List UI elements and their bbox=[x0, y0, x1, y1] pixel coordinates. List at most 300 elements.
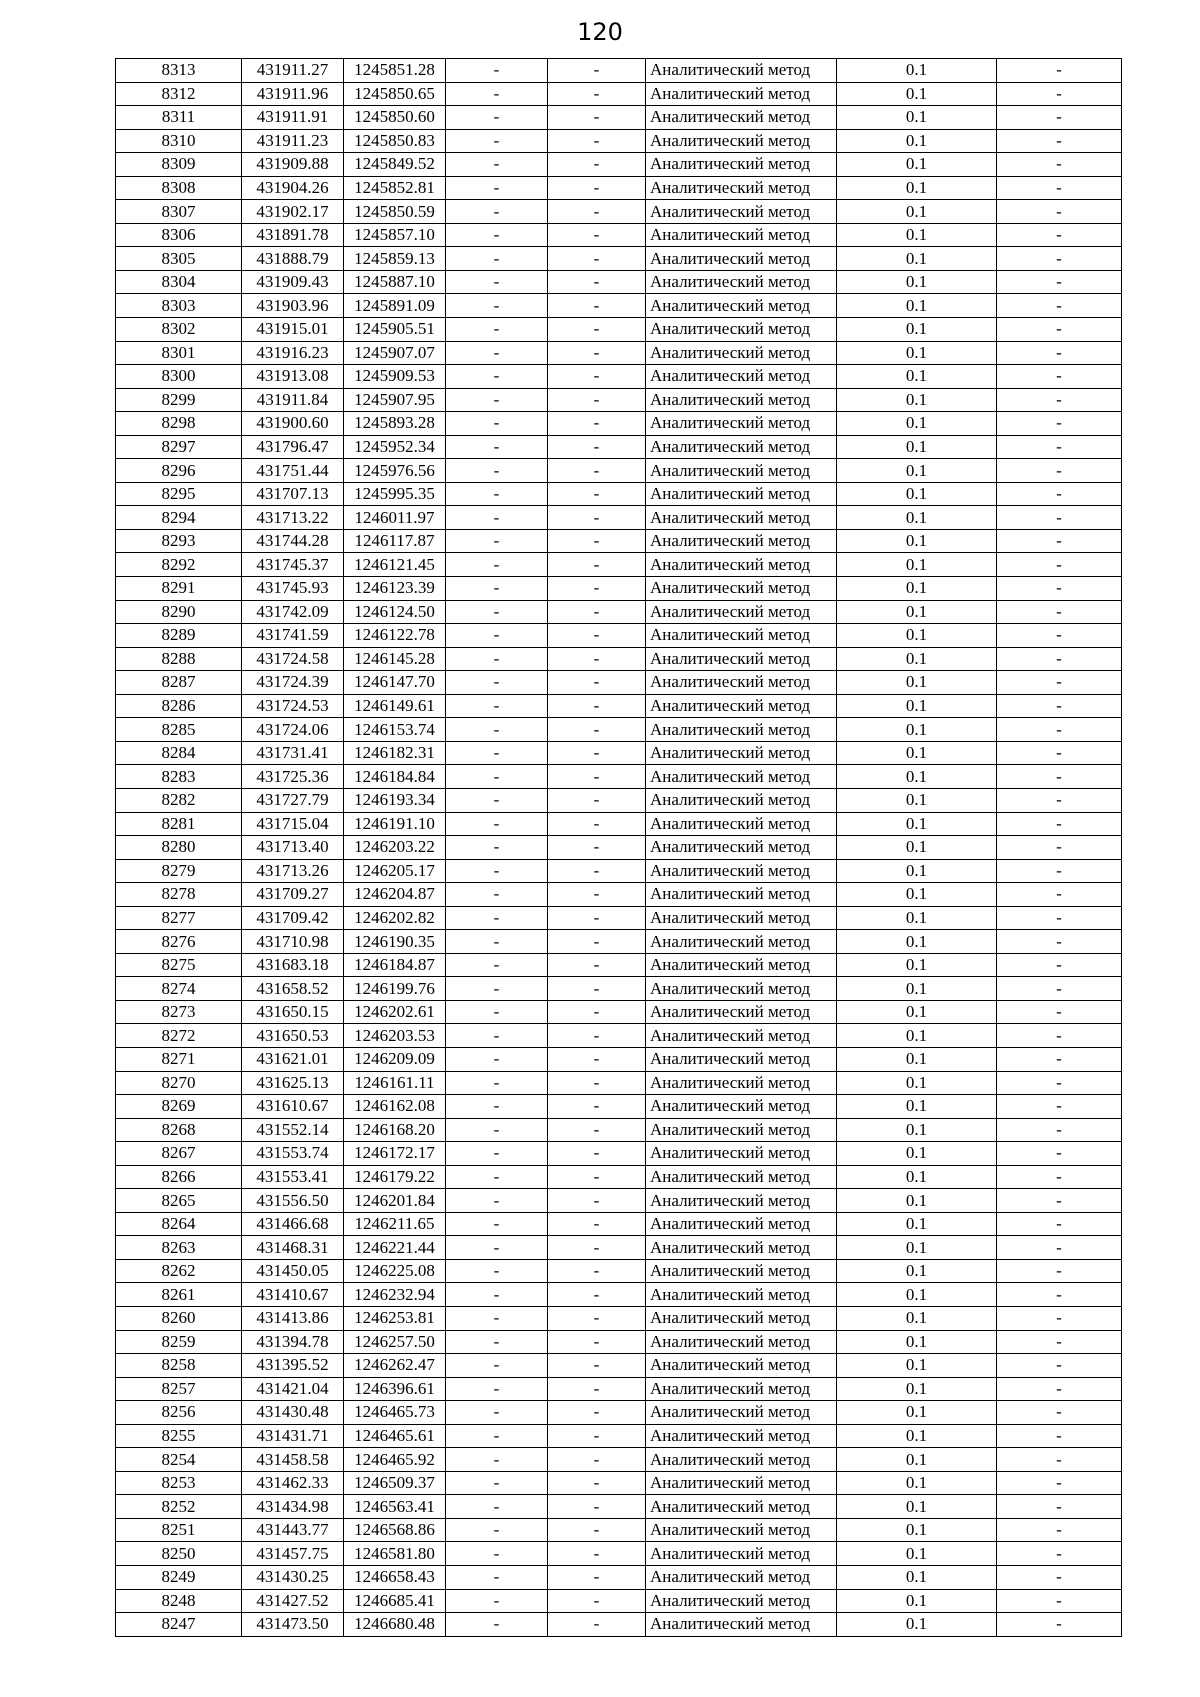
y-coordinate-cell: 1246225.08 bbox=[344, 1259, 446, 1283]
empty-value-cell: - bbox=[997, 1142, 1122, 1166]
precision-cell: 0.1 bbox=[837, 435, 997, 459]
table-row bbox=[116, 270, 1122, 294]
empty-value-cell: - bbox=[446, 1518, 548, 1542]
empty-value-cell: - bbox=[446, 223, 548, 247]
x-coordinate-cell: 431731.41 bbox=[242, 741, 344, 765]
empty-value-cell: - bbox=[446, 1212, 548, 1236]
table-row bbox=[116, 341, 1122, 365]
precision-cell: 0.1 bbox=[837, 577, 997, 601]
empty-value-cell: - bbox=[548, 647, 646, 671]
table-row bbox=[116, 836, 1122, 860]
x-coordinate-cell: 431466.68 bbox=[242, 1212, 344, 1236]
precision-cell: 0.1 bbox=[837, 788, 997, 812]
y-coordinate-cell: 1245976.56 bbox=[344, 459, 446, 483]
empty-value-cell: - bbox=[446, 577, 548, 601]
empty-value-cell: - bbox=[548, 247, 646, 271]
y-coordinate-cell: 1246204.87 bbox=[344, 883, 446, 907]
method-cell: Аналитический метод bbox=[646, 412, 837, 436]
point-number-cell: 8283 bbox=[116, 765, 242, 789]
precision-cell: 0.1 bbox=[837, 223, 997, 247]
x-coordinate-cell: 431715.04 bbox=[242, 812, 344, 836]
empty-value-cell: - bbox=[997, 1448, 1122, 1472]
empty-value-cell: - bbox=[997, 270, 1122, 294]
method-cell: Аналитический метод bbox=[646, 1330, 837, 1354]
empty-value-cell: - bbox=[548, 859, 646, 883]
table-row bbox=[116, 1236, 1122, 1260]
y-coordinate-cell: 1245859.13 bbox=[344, 247, 446, 271]
empty-value-cell: - bbox=[548, 1024, 646, 1048]
y-coordinate-cell: 1246179.22 bbox=[344, 1165, 446, 1189]
method-cell: Аналитический метод bbox=[646, 812, 837, 836]
empty-value-cell: - bbox=[997, 1354, 1122, 1378]
method-cell: Аналитический метод bbox=[646, 553, 837, 577]
method-cell: Аналитический метод bbox=[646, 200, 837, 224]
table-row bbox=[116, 365, 1122, 389]
precision-cell: 0.1 bbox=[837, 59, 997, 83]
y-coordinate-cell: 1246190.35 bbox=[344, 930, 446, 954]
empty-value-cell: - bbox=[997, 741, 1122, 765]
empty-value-cell: - bbox=[446, 294, 548, 318]
x-coordinate-cell: 431553.41 bbox=[242, 1165, 344, 1189]
empty-value-cell: - bbox=[446, 977, 548, 1001]
empty-value-cell: - bbox=[446, 506, 548, 530]
table-row bbox=[116, 741, 1122, 765]
x-coordinate-cell: 431888.79 bbox=[242, 247, 344, 271]
table-row bbox=[116, 577, 1122, 601]
table-row bbox=[116, 294, 1122, 318]
empty-value-cell: - bbox=[446, 1448, 548, 1472]
empty-value-cell: - bbox=[446, 1259, 548, 1283]
method-cell: Аналитический метод bbox=[646, 341, 837, 365]
table-row bbox=[116, 906, 1122, 930]
x-coordinate-cell: 431911.91 bbox=[242, 106, 344, 130]
method-cell: Аналитический метод bbox=[646, 859, 837, 883]
y-coordinate-cell: 1245857.10 bbox=[344, 223, 446, 247]
point-number-cell: 8295 bbox=[116, 482, 242, 506]
empty-value-cell: - bbox=[548, 953, 646, 977]
y-coordinate-cell: 1246162.08 bbox=[344, 1095, 446, 1119]
point-number-cell: 8298 bbox=[116, 412, 242, 436]
point-number-cell: 8258 bbox=[116, 1354, 242, 1378]
table-row bbox=[116, 1283, 1122, 1307]
precision-cell: 0.1 bbox=[837, 270, 997, 294]
x-coordinate-cell: 431724.39 bbox=[242, 671, 344, 695]
empty-value-cell: - bbox=[548, 1330, 646, 1354]
empty-value-cell: - bbox=[446, 459, 548, 483]
empty-value-cell: - bbox=[997, 59, 1122, 83]
method-cell: Аналитический метод bbox=[646, 1377, 837, 1401]
x-coordinate-cell: 431745.93 bbox=[242, 577, 344, 601]
empty-value-cell: - bbox=[446, 129, 548, 153]
empty-value-cell: - bbox=[997, 318, 1122, 342]
precision-cell: 0.1 bbox=[837, 1518, 997, 1542]
x-coordinate-cell: 431710.98 bbox=[242, 930, 344, 954]
table-row bbox=[116, 788, 1122, 812]
table-row bbox=[116, 435, 1122, 459]
precision-cell: 0.1 bbox=[837, 953, 997, 977]
empty-value-cell: - bbox=[548, 1566, 646, 1590]
table-row bbox=[116, 883, 1122, 907]
x-coordinate-cell: 431468.31 bbox=[242, 1236, 344, 1260]
table-row bbox=[116, 553, 1122, 577]
precision-cell: 0.1 bbox=[837, 883, 997, 907]
y-coordinate-cell: 1245907.07 bbox=[344, 341, 446, 365]
table-row bbox=[116, 106, 1122, 130]
point-number-cell: 8262 bbox=[116, 1259, 242, 1283]
empty-value-cell: - bbox=[548, 1071, 646, 1095]
table-row bbox=[116, 388, 1122, 412]
table-row bbox=[116, 1377, 1122, 1401]
empty-value-cell: - bbox=[548, 788, 646, 812]
precision-cell: 0.1 bbox=[837, 647, 997, 671]
empty-value-cell: - bbox=[997, 412, 1122, 436]
empty-value-cell: - bbox=[548, 176, 646, 200]
y-coordinate-cell: 1246121.45 bbox=[344, 553, 446, 577]
table-row bbox=[116, 812, 1122, 836]
precision-cell: 0.1 bbox=[837, 977, 997, 1001]
method-cell: Аналитический метод bbox=[646, 788, 837, 812]
empty-value-cell: - bbox=[997, 1613, 1122, 1637]
empty-value-cell: - bbox=[446, 1142, 548, 1166]
method-cell: Аналитический метод bbox=[646, 765, 837, 789]
precision-cell: 0.1 bbox=[837, 529, 997, 553]
y-coordinate-cell: 1246184.87 bbox=[344, 953, 446, 977]
empty-value-cell: - bbox=[446, 553, 548, 577]
y-coordinate-cell: 1246563.41 bbox=[344, 1495, 446, 1519]
table-row bbox=[116, 412, 1122, 436]
empty-value-cell: - bbox=[997, 459, 1122, 483]
point-number-cell: 8280 bbox=[116, 836, 242, 860]
table-row bbox=[116, 1118, 1122, 1142]
method-cell: Аналитический метод bbox=[646, 977, 837, 1001]
empty-value-cell: - bbox=[548, 1518, 646, 1542]
empty-value-cell: - bbox=[446, 788, 548, 812]
table-row bbox=[116, 1024, 1122, 1048]
empty-value-cell: - bbox=[446, 1283, 548, 1307]
point-number-cell: 8252 bbox=[116, 1495, 242, 1519]
point-number-cell: 8305 bbox=[116, 247, 242, 271]
empty-value-cell: - bbox=[446, 1354, 548, 1378]
y-coordinate-cell: 1246509.37 bbox=[344, 1471, 446, 1495]
empty-value-cell: - bbox=[548, 318, 646, 342]
y-coordinate-cell: 1246221.44 bbox=[344, 1236, 446, 1260]
point-number-cell: 8251 bbox=[116, 1518, 242, 1542]
point-number-cell: 8288 bbox=[116, 647, 242, 671]
y-coordinate-cell: 1245850.65 bbox=[344, 82, 446, 106]
table-row bbox=[116, 600, 1122, 624]
method-cell: Аналитический метод bbox=[646, 930, 837, 954]
empty-value-cell: - bbox=[548, 1613, 646, 1637]
empty-value-cell: - bbox=[548, 1259, 646, 1283]
precision-cell: 0.1 bbox=[837, 318, 997, 342]
table-row bbox=[116, 953, 1122, 977]
method-cell: Аналитический метод bbox=[646, 59, 837, 83]
empty-value-cell: - bbox=[446, 624, 548, 648]
x-coordinate-cell: 431457.75 bbox=[242, 1542, 344, 1566]
x-coordinate-cell: 431709.27 bbox=[242, 883, 344, 907]
point-number-cell: 8250 bbox=[116, 1542, 242, 1566]
empty-value-cell: - bbox=[446, 718, 548, 742]
y-coordinate-cell: 1246685.41 bbox=[344, 1589, 446, 1613]
point-number-cell: 8276 bbox=[116, 930, 242, 954]
empty-value-cell: - bbox=[997, 624, 1122, 648]
y-coordinate-cell: 1246123.39 bbox=[344, 577, 446, 601]
empty-value-cell: - bbox=[548, 1377, 646, 1401]
method-cell: Аналитический метод bbox=[646, 836, 837, 860]
precision-cell: 0.1 bbox=[837, 741, 997, 765]
empty-value-cell: - bbox=[997, 1047, 1122, 1071]
point-number-cell: 8275 bbox=[116, 953, 242, 977]
empty-value-cell: - bbox=[997, 1000, 1122, 1024]
table-row bbox=[116, 1047, 1122, 1071]
empty-value-cell: - bbox=[446, 1495, 548, 1519]
empty-value-cell: - bbox=[997, 953, 1122, 977]
empty-value-cell: - bbox=[548, 1236, 646, 1260]
point-number-cell: 8291 bbox=[116, 577, 242, 601]
y-coordinate-cell: 1246201.84 bbox=[344, 1189, 446, 1213]
empty-value-cell: - bbox=[446, 482, 548, 506]
table-row bbox=[116, 977, 1122, 1001]
empty-value-cell: - bbox=[446, 741, 548, 765]
point-number-cell: 8279 bbox=[116, 859, 242, 883]
y-coordinate-cell: 1245850.83 bbox=[344, 129, 446, 153]
point-number-cell: 8289 bbox=[116, 624, 242, 648]
y-coordinate-cell: 1246153.74 bbox=[344, 718, 446, 742]
empty-value-cell: - bbox=[548, 1589, 646, 1613]
x-coordinate-cell: 431911.27 bbox=[242, 59, 344, 83]
method-cell: Аналитический метод bbox=[646, 718, 837, 742]
precision-cell: 0.1 bbox=[837, 1189, 997, 1213]
empty-value-cell: - bbox=[548, 1118, 646, 1142]
x-coordinate-cell: 431713.40 bbox=[242, 836, 344, 860]
point-number-cell: 8278 bbox=[116, 883, 242, 907]
precision-cell: 0.1 bbox=[837, 129, 997, 153]
page-number: 120 bbox=[577, 18, 623, 46]
precision-cell: 0.1 bbox=[837, 1212, 997, 1236]
y-coordinate-cell: 1246203.53 bbox=[344, 1024, 446, 1048]
y-coordinate-cell: 1245850.59 bbox=[344, 200, 446, 224]
precision-cell: 0.1 bbox=[837, 1236, 997, 1260]
empty-value-cell: - bbox=[997, 1589, 1122, 1613]
x-coordinate-cell: 431395.52 bbox=[242, 1354, 344, 1378]
precision-cell: 0.1 bbox=[837, 1354, 997, 1378]
method-cell: Аналитический метод bbox=[646, 647, 837, 671]
empty-value-cell: - bbox=[997, 1118, 1122, 1142]
empty-value-cell: - bbox=[446, 59, 548, 83]
y-coordinate-cell: 1246568.86 bbox=[344, 1518, 446, 1542]
empty-value-cell: - bbox=[548, 1000, 646, 1024]
empty-value-cell: - bbox=[997, 812, 1122, 836]
empty-value-cell: - bbox=[446, 529, 548, 553]
precision-cell: 0.1 bbox=[837, 1283, 997, 1307]
point-number-cell: 8284 bbox=[116, 741, 242, 765]
method-cell: Аналитический метод bbox=[646, 318, 837, 342]
x-coordinate-cell: 431911.84 bbox=[242, 388, 344, 412]
empty-value-cell: - bbox=[997, 529, 1122, 553]
point-number-cell: 8310 bbox=[116, 129, 242, 153]
x-coordinate-cell: 431650.15 bbox=[242, 1000, 344, 1024]
x-coordinate-cell: 431911.96 bbox=[242, 82, 344, 106]
point-number-cell: 8271 bbox=[116, 1047, 242, 1071]
empty-value-cell: - bbox=[548, 883, 646, 907]
table-row bbox=[116, 1071, 1122, 1095]
x-coordinate-cell: 431413.86 bbox=[242, 1306, 344, 1330]
empty-value-cell: - bbox=[548, 1165, 646, 1189]
method-cell: Аналитический метод bbox=[646, 529, 837, 553]
y-coordinate-cell: 1246465.73 bbox=[344, 1401, 446, 1425]
empty-value-cell: - bbox=[548, 765, 646, 789]
method-cell: Аналитический метод bbox=[646, 1401, 837, 1425]
method-cell: Аналитический метод bbox=[646, 294, 837, 318]
x-coordinate-cell: 431796.47 bbox=[242, 435, 344, 459]
empty-value-cell: - bbox=[548, 671, 646, 695]
x-coordinate-cell: 431751.44 bbox=[242, 459, 344, 483]
empty-value-cell: - bbox=[548, 1283, 646, 1307]
empty-value-cell: - bbox=[548, 482, 646, 506]
empty-value-cell: - bbox=[548, 1306, 646, 1330]
precision-cell: 0.1 bbox=[837, 365, 997, 389]
x-coordinate-cell: 431909.43 bbox=[242, 270, 344, 294]
point-number-cell: 8292 bbox=[116, 553, 242, 577]
method-cell: Аналитический метод bbox=[646, 129, 837, 153]
y-coordinate-cell: 1246117.87 bbox=[344, 529, 446, 553]
empty-value-cell: - bbox=[997, 1306, 1122, 1330]
method-cell: Аналитический метод bbox=[646, 506, 837, 530]
point-number-cell: 8299 bbox=[116, 388, 242, 412]
empty-value-cell: - bbox=[997, 82, 1122, 106]
y-coordinate-cell: 1246202.61 bbox=[344, 1000, 446, 1024]
y-coordinate-cell: 1246161.11 bbox=[344, 1071, 446, 1095]
precision-cell: 0.1 bbox=[837, 1448, 997, 1472]
y-coordinate-cell: 1246262.47 bbox=[344, 1354, 446, 1378]
x-coordinate-cell: 431900.60 bbox=[242, 412, 344, 436]
method-cell: Аналитический метод bbox=[646, 1613, 837, 1637]
table-row bbox=[116, 1212, 1122, 1236]
table-row bbox=[116, 318, 1122, 342]
method-cell: Аналитический метод bbox=[646, 1165, 837, 1189]
precision-cell: 0.1 bbox=[837, 1401, 997, 1425]
empty-value-cell: - bbox=[548, 1095, 646, 1119]
y-coordinate-cell: 1246199.76 bbox=[344, 977, 446, 1001]
method-cell: Аналитический метод bbox=[646, 1354, 837, 1378]
point-number-cell: 8302 bbox=[116, 318, 242, 342]
empty-value-cell: - bbox=[548, 506, 646, 530]
point-number-cell: 8268 bbox=[116, 1118, 242, 1142]
empty-value-cell: - bbox=[446, 1377, 548, 1401]
method-cell: Аналитический метод bbox=[646, 1589, 837, 1613]
precision-cell: 0.1 bbox=[837, 1306, 997, 1330]
x-coordinate-cell: 431724.53 bbox=[242, 694, 344, 718]
empty-value-cell: - bbox=[997, 1401, 1122, 1425]
empty-value-cell: - bbox=[446, 106, 548, 130]
empty-value-cell: - bbox=[446, 412, 548, 436]
table-row bbox=[116, 459, 1122, 483]
empty-value-cell: - bbox=[446, 1000, 548, 1024]
y-coordinate-cell: 1246145.28 bbox=[344, 647, 446, 671]
empty-value-cell: - bbox=[997, 506, 1122, 530]
point-number-cell: 8313 bbox=[116, 59, 242, 83]
x-coordinate-cell: 431621.01 bbox=[242, 1047, 344, 1071]
x-coordinate-cell: 431713.26 bbox=[242, 859, 344, 883]
method-cell: Аналитический метод bbox=[646, 365, 837, 389]
table-row bbox=[116, 930, 1122, 954]
empty-value-cell: - bbox=[997, 906, 1122, 930]
table-row bbox=[116, 1542, 1122, 1566]
x-coordinate-cell: 431741.59 bbox=[242, 624, 344, 648]
empty-value-cell: - bbox=[446, 1306, 548, 1330]
precision-cell: 0.1 bbox=[837, 930, 997, 954]
point-number-cell: 8294 bbox=[116, 506, 242, 530]
precision-cell: 0.1 bbox=[837, 1000, 997, 1024]
empty-value-cell: - bbox=[548, 600, 646, 624]
y-coordinate-cell: 1246465.92 bbox=[344, 1448, 446, 1472]
y-coordinate-cell: 1246257.50 bbox=[344, 1330, 446, 1354]
empty-value-cell: - bbox=[997, 647, 1122, 671]
x-coordinate-cell: 431552.14 bbox=[242, 1118, 344, 1142]
precision-cell: 0.1 bbox=[837, 1142, 997, 1166]
empty-value-cell: - bbox=[446, 1095, 548, 1119]
precision-cell: 0.1 bbox=[837, 1095, 997, 1119]
point-number-cell: 8290 bbox=[116, 600, 242, 624]
precision-cell: 0.1 bbox=[837, 906, 997, 930]
method-cell: Аналитический метод bbox=[646, 1283, 837, 1307]
empty-value-cell: - bbox=[548, 1189, 646, 1213]
empty-value-cell: - bbox=[548, 365, 646, 389]
y-coordinate-cell: 1245907.95 bbox=[344, 388, 446, 412]
precision-cell: 0.1 bbox=[837, 412, 997, 436]
point-number-cell: 8265 bbox=[116, 1189, 242, 1213]
x-coordinate-cell: 431553.74 bbox=[242, 1142, 344, 1166]
x-coordinate-cell: 431431.71 bbox=[242, 1424, 344, 1448]
point-number-cell: 8286 bbox=[116, 694, 242, 718]
y-coordinate-cell: 1246172.17 bbox=[344, 1142, 446, 1166]
empty-value-cell: - bbox=[446, 435, 548, 459]
method-cell: Аналитический метод bbox=[646, 270, 837, 294]
point-number-cell: 8306 bbox=[116, 223, 242, 247]
table-row bbox=[116, 1448, 1122, 1472]
empty-value-cell: - bbox=[446, 1566, 548, 1590]
precision-cell: 0.1 bbox=[837, 859, 997, 883]
empty-value-cell: - bbox=[446, 1236, 548, 1260]
x-coordinate-cell: 431891.78 bbox=[242, 223, 344, 247]
empty-value-cell: - bbox=[548, 836, 646, 860]
table-row bbox=[116, 1330, 1122, 1354]
method-cell: Аналитический метод bbox=[646, 1024, 837, 1048]
method-cell: Аналитический метод bbox=[646, 176, 837, 200]
x-coordinate-cell: 431458.58 bbox=[242, 1448, 344, 1472]
table-row bbox=[116, 1424, 1122, 1448]
table-row bbox=[116, 624, 1122, 648]
method-cell: Аналитический метод bbox=[646, 671, 837, 695]
table-row bbox=[116, 482, 1122, 506]
empty-value-cell: - bbox=[548, 1424, 646, 1448]
precision-cell: 0.1 bbox=[837, 624, 997, 648]
point-number-cell: 8270 bbox=[116, 1071, 242, 1095]
table-row bbox=[116, 1165, 1122, 1189]
empty-value-cell: - bbox=[446, 1542, 548, 1566]
precision-cell: 0.1 bbox=[837, 1330, 997, 1354]
empty-value-cell: - bbox=[446, 953, 548, 977]
empty-value-cell: - bbox=[997, 129, 1122, 153]
empty-value-cell: - bbox=[997, 1236, 1122, 1260]
empty-value-cell: - bbox=[548, 906, 646, 930]
point-number-cell: 8287 bbox=[116, 671, 242, 695]
y-coordinate-cell: 1245995.35 bbox=[344, 482, 446, 506]
y-coordinate-cell: 1246680.48 bbox=[344, 1613, 446, 1637]
empty-value-cell: - bbox=[446, 1471, 548, 1495]
x-coordinate-cell: 431725.36 bbox=[242, 765, 344, 789]
x-coordinate-cell: 431742.09 bbox=[242, 600, 344, 624]
